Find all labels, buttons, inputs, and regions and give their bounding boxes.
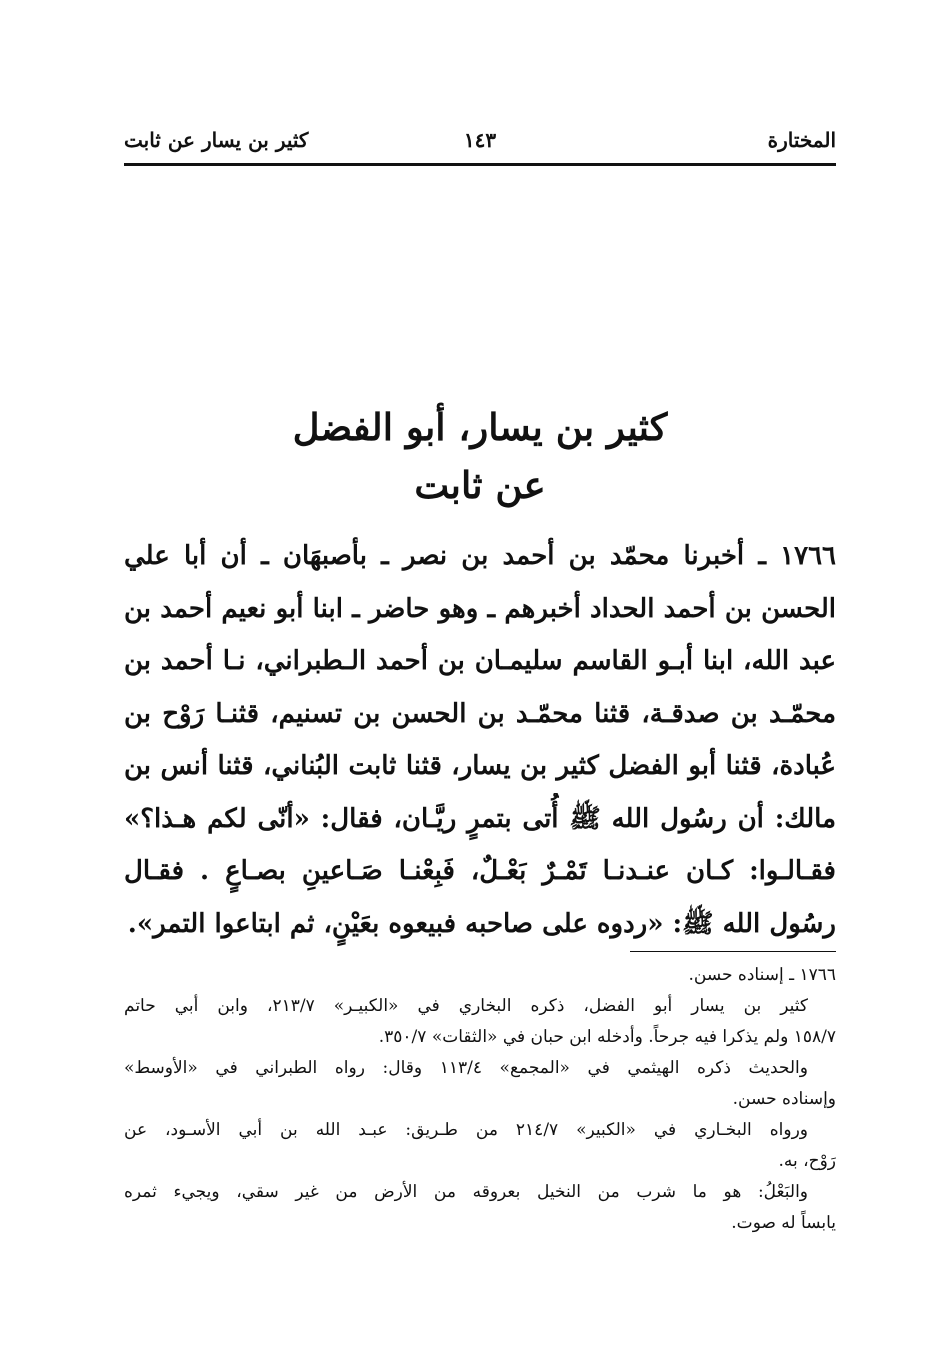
hadith-line: محمّـد بن صدقـة، قثنا محمّـد بن الحسن بن تسنيم، قثنـا رَوْح بن bbox=[124, 698, 836, 729]
footnote-line: ١٧٦٦ ـ إسناده حسن. bbox=[688, 965, 836, 985]
footnote-line: ١٥٨/٧ ولم يذكرا فيه جرحاً. وأدخله ابن حبان في «الثقات» ٣٥٠/٧. bbox=[378, 1027, 836, 1047]
hadith-line: فقـالـوا: كـان عنـدنـا تَمْـرٌ بَعْـلٌ، فَبِعْنـا صَـاعينِ بصـاعٍ . فقـال bbox=[124, 856, 836, 886]
footnote-line: والبَعْلُ: هو ما شرب من النخيل بعروقه من الأرض من غير سقي، ويجيء ثمره bbox=[124, 1182, 808, 1202]
hadith-text bbox=[124, 530, 836, 950]
chapter-title-line-2: عن ثابت bbox=[414, 463, 546, 507]
hadith-line: ١٧٦٦ ـ أخبرنا محمّد بن أحمد بن نصر ـ بأصبهَان ـ أن أبا علي bbox=[124, 541, 836, 571]
footnote-line: رَوْح، به. bbox=[778, 1151, 836, 1171]
footnote-line: والحديث ذكره الهيثمي في «المجمع» ١١٣/٤ وقال: رواه الطبراني في «الأوسط» bbox=[124, 1058, 808, 1078]
footnote-divider bbox=[630, 951, 836, 952]
footnote-line: ورواه البخـاري في «الكبير» ٢١٤/٧ من طـريق: عبـد الله بن أبي الأسـود، عن bbox=[124, 1120, 808, 1140]
hadith-line: الحسن بن أحمد الحداد أخبرهم ـ وهو حاضر ـ ابنا أبو نعيم أحمد بن bbox=[124, 593, 836, 624]
footnotes bbox=[124, 960, 836, 1239]
header-page-number: ١٤٣ bbox=[463, 128, 497, 152]
chapter-title-line-1: كثير بن يسار، أبو الفضل bbox=[292, 405, 668, 449]
hadith-line: عُبادة، قثنا أبو الفضل كثير بن يسار، قثنا ثابت البُناني، قثنا أنس بن bbox=[124, 751, 836, 781]
running-header bbox=[124, 128, 836, 158]
footnote-line: وإسناده حسن. bbox=[732, 1089, 836, 1109]
hadith-line: عبد الله، ابنا أبـو القاسم سليمـان بن أحمد الـطبراني، نـا أحمد بن bbox=[124, 646, 836, 676]
hadith-line: رسُول الله ﷺ: «ردوه على صاحبه فبيعوه بعَيْنٍ، ثم ابتاعوا التمر». bbox=[127, 908, 836, 939]
header-book-title: المختارة bbox=[767, 128, 836, 152]
header-section-title: كثير بن يسار عن ثابت bbox=[124, 128, 309, 152]
hadith-line: مالك: أن رسُول الله ﷺ أُتى بتمرٍ ريَّـان، فقال: «أنّى لكم هـذا؟» bbox=[124, 803, 836, 834]
chapter-title bbox=[124, 398, 836, 514]
footnote-line: يابساً له صوت. bbox=[731, 1213, 836, 1233]
footnote-line: كثير بن يسار أبو الفضل، ذكره البخاري في «الكبيـر» ٢١٣/٧، وابن أبي حاتم bbox=[124, 996, 808, 1016]
header-divider bbox=[124, 163, 836, 166]
